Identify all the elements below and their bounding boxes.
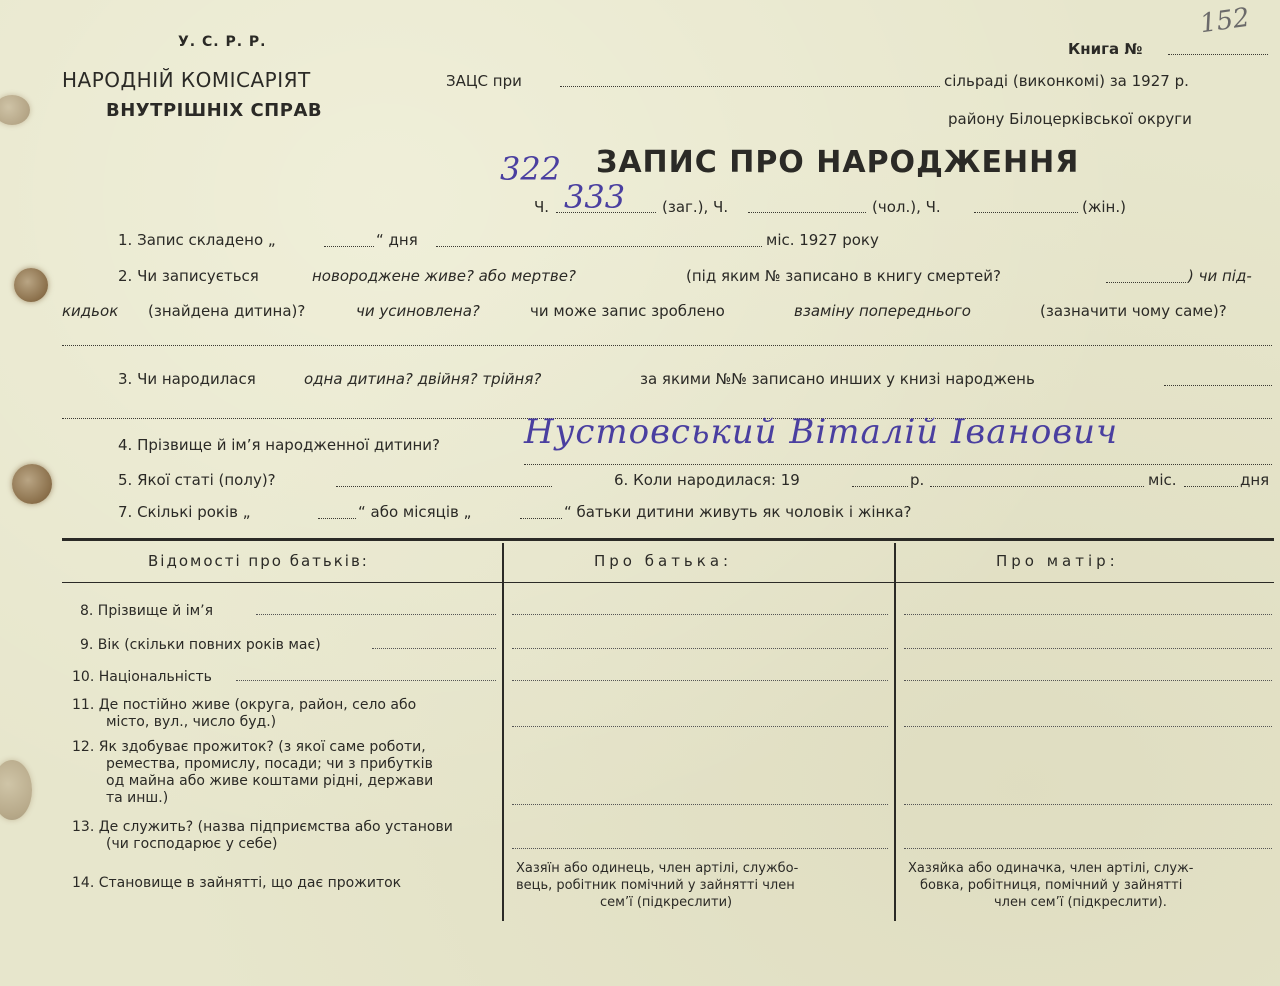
punch-hole-1 bbox=[0, 95, 30, 125]
row-8-mother-line bbox=[904, 614, 1272, 615]
table-header-rule bbox=[62, 582, 1274, 583]
q6-label: 6. Коли народилася: 19 bbox=[614, 471, 800, 489]
table-header-father: Про батька: bbox=[594, 552, 733, 570]
row-11-mother-line bbox=[904, 726, 1272, 727]
q4-child-name-handwritten: Нустовський Віталій Іванович bbox=[524, 412, 1119, 452]
q1-label: 1. Запис складено „ bbox=[118, 231, 276, 249]
father-status-line-2: вець, робітник помічний у зайнятті член bbox=[516, 878, 795, 893]
row-11-father-line bbox=[512, 726, 888, 727]
q6-year-dots bbox=[852, 474, 908, 487]
row-12-mother-line bbox=[904, 804, 1272, 805]
row-14-label: 14. Становище в зайнятті, що дає прожиток bbox=[72, 875, 402, 891]
row-13-mother-line bbox=[904, 848, 1272, 849]
q3-label: 3. Чи народилася bbox=[118, 370, 256, 388]
row-13-label-2: (чи господарює у себе) bbox=[106, 836, 278, 852]
record-total-dots bbox=[556, 200, 656, 213]
book-dots bbox=[1168, 42, 1268, 55]
row-12-label-2: ремества, промислу, посади; чи з прибутків bbox=[106, 756, 433, 772]
q5-dots bbox=[336, 474, 552, 487]
row-8-dots-a bbox=[256, 614, 496, 615]
q7-months-dots bbox=[520, 506, 562, 519]
row-11-label-1: 11. Де постійно живе (округа, район, село або bbox=[72, 697, 417, 713]
row-12-label-4: та инш.) bbox=[106, 790, 169, 806]
q6-day-dots bbox=[1184, 474, 1238, 487]
row-10-father-line bbox=[512, 680, 888, 681]
mother-status-line-1: Хазяйка або одиначка, член артілі, служ- bbox=[908, 861, 1194, 876]
table-header-mother: Про матір: bbox=[996, 552, 1119, 570]
mother-status-line-2: бовка, робітниця, помічний у зайнятті bbox=[920, 878, 1183, 893]
row-13-father-line bbox=[512, 848, 888, 849]
row-9-mother-line bbox=[904, 648, 1272, 649]
q6-month-dots bbox=[930, 474, 1144, 487]
mother-status-line-3: член сем’ї (підкреслити). bbox=[994, 895, 1167, 910]
record-total-label: (заг.), Ч. bbox=[662, 198, 729, 216]
row-9-dots-a bbox=[372, 648, 496, 649]
q2-replacement: взаміну попереднього bbox=[794, 302, 971, 320]
father-status-line-1: Хазяїн або одинець, член артілі, службо- bbox=[516, 861, 799, 876]
punch-hole-2 bbox=[14, 268, 48, 302]
q3-numbers: за якими №№ записано инших у книзі народжень bbox=[640, 370, 1035, 388]
book-label: Книга № bbox=[1068, 40, 1143, 58]
district-label: району Білоцерківської округи bbox=[948, 110, 1192, 128]
row-13-label-1: 13. Де служить? (назва підприємства або установи bbox=[72, 819, 453, 835]
q3-dots bbox=[1164, 373, 1272, 386]
q7-label: 7. Скількі років „ bbox=[118, 503, 251, 521]
table-top-rule bbox=[62, 538, 1274, 541]
q2-death-dots bbox=[1106, 270, 1186, 283]
q2-alive-dead: новороджене живе? або мертве? bbox=[312, 267, 576, 285]
q2-extra-line bbox=[62, 333, 1272, 346]
q7-rest: “ батьки дитини живуть як чоловік і жінка? bbox=[564, 503, 912, 521]
q6-year-suffix: р. bbox=[910, 471, 925, 489]
q2-label: 2. Чи записується bbox=[118, 267, 259, 285]
q2-reason: (зазначити чому саме)? bbox=[1040, 302, 1227, 320]
handwritten-record-number-bottom: 333 bbox=[564, 178, 626, 216]
q1-year-label: міс. 1927 року bbox=[766, 231, 879, 249]
father-status-line-3: сем’ї (підкреслити) bbox=[600, 895, 733, 910]
row-12-label-1: 12. Як здобуває прожиток? (з якої саме роботи, bbox=[72, 739, 426, 755]
row-10-mother-line bbox=[904, 680, 1272, 681]
q6-day-label: дня bbox=[1240, 471, 1270, 489]
page-title: ЗАПИС ПРО НАРОДЖЕННЯ bbox=[596, 145, 1080, 180]
row-12-father-line bbox=[512, 804, 888, 805]
q6-month-label: міс. bbox=[1148, 471, 1177, 489]
q3-multiples: одна дитина? двійня? трійня? bbox=[304, 370, 542, 388]
punch-hole-3 bbox=[12, 464, 52, 504]
q2-adopted: чи усиновлена? bbox=[356, 302, 480, 320]
row-10-label: 10. Національність bbox=[72, 669, 212, 685]
row-8-label: 8. Прізвище й ім’я bbox=[80, 603, 214, 619]
q2-replacement-q: чи може запис зроблено bbox=[530, 302, 725, 320]
record-female-label: (жін.) bbox=[1082, 198, 1126, 216]
row-11-label-2: місто, вул., число буд.) bbox=[106, 714, 277, 730]
q1-day-dots bbox=[324, 234, 374, 247]
q4-label: 4. Прізвище й ім’я народженної дитини? bbox=[118, 436, 440, 454]
q1-day-label: “ дня bbox=[376, 231, 418, 249]
row-12-label-3: од майна або живе коштами рідні, держави bbox=[106, 773, 434, 789]
handwritten-record-number-top: 322 bbox=[500, 150, 562, 188]
q7-years-dots bbox=[318, 506, 356, 519]
record-male-dots bbox=[748, 200, 866, 213]
zats-label: ЗАЦС при bbox=[446, 72, 522, 90]
record-ch-label: Ч. bbox=[534, 198, 550, 216]
republic-label: У. С. Р. Р. bbox=[178, 34, 267, 50]
zats-dots bbox=[560, 74, 940, 87]
row-8-father-line bbox=[512, 614, 888, 615]
q2-foundling-b: кидьок bbox=[62, 302, 119, 320]
table-divider-2 bbox=[894, 543, 896, 921]
commissariat-line1: НАРОДНІЙ КОМІСАРІЯТ bbox=[62, 68, 311, 92]
punch-hole-4 bbox=[0, 760, 32, 820]
record-female-dots bbox=[974, 200, 1078, 213]
q2-death-book: (під яким № записано в книгу смертей? bbox=[686, 267, 1001, 285]
table-divider-1 bbox=[502, 543, 504, 921]
row-10-dots-a bbox=[236, 680, 496, 681]
record-male-label: (чол.), Ч. bbox=[872, 198, 941, 216]
row-9-label: 9. Вік (скільки повних років має) bbox=[80, 637, 321, 653]
q5-label: 5. Якої статі (полу)? bbox=[118, 471, 276, 489]
q1-month-dots bbox=[436, 234, 762, 247]
q2-found-child: (знайдена дитина)? bbox=[148, 302, 306, 320]
q2-foundling-a: ) чи під- bbox=[1188, 267, 1252, 285]
q4-dots bbox=[524, 452, 1272, 465]
q7-months-label: “ або місяців „ bbox=[358, 503, 472, 521]
page-mark-handwritten: 152 bbox=[1198, 2, 1252, 40]
council-label: сільраді (виконкомі) за 1927 р. bbox=[944, 72, 1189, 90]
commissariat-line2: ВНУТРІШНІХ СПРАВ bbox=[106, 100, 323, 121]
table-header-parents: Відомості про батьків: bbox=[148, 552, 369, 570]
row-9-father-line bbox=[512, 648, 888, 649]
